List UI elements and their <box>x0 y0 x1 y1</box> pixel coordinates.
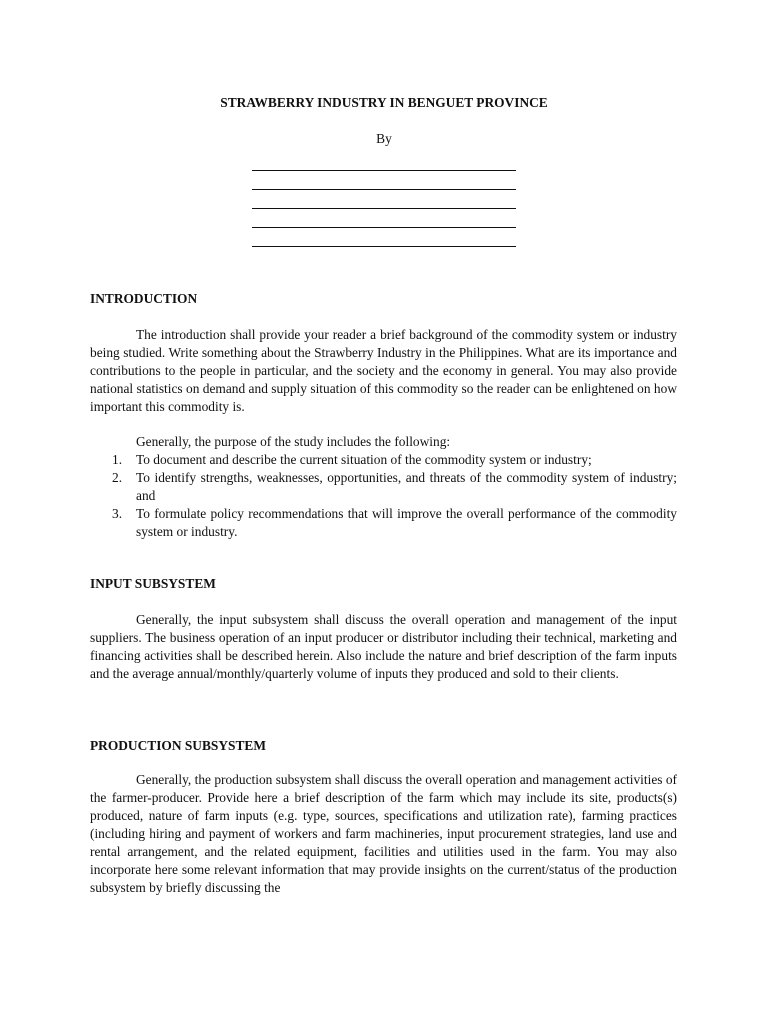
author-blank-lines <box>252 170 516 265</box>
author-line <box>252 189 516 190</box>
purpose-list <box>90 451 677 541</box>
introduction-paragraph: The introduction shall provide your reader a brief background of the commodity system or industry being studied. Write something about the Strawberry Industry in the Philippines. What are its importance and contributions to the people in particular, and the society and the economy in general. You may also provide national statistics on demand and supply situation of this commodity so the reader can be enlightened on how important this commodity is. <box>90 327 677 414</box>
list-item-text: To identify strengths, weaknesses, opportunities, and threats of the commodity system of industry; and <box>136 470 677 503</box>
production-subsystem-heading: PRODUCTION SUBSYSTEM <box>90 738 266 753</box>
input-subsystem-paragraph: Generally, the input subsystem shall discuss the overall operation and management of the input suppliers. The business operation of an input producer or distributor including their technical, marketing and financing activities shall be described herein. Also include the nature and brief description of the farm inputs and the average annual/monthly/quarterly volume of inputs they produced and sold to their clients. <box>90 612 677 681</box>
author-line <box>252 170 516 171</box>
author-line <box>252 246 516 247</box>
list-item-text: To formulate policy recommendations that will improve the overall performance of the commodity system or industry. <box>136 506 677 539</box>
document-title: STRAWBERRY INDUSTRY IN BENGUET PROVINCE <box>220 95 548 110</box>
introduction-heading: INTRODUCTION <box>90 291 198 306</box>
list-item-text: To document and describe the current situation of the commodity system or industry; <box>136 452 592 467</box>
list-item-number: 1. <box>112 452 123 467</box>
production-subsystem-paragraph: Generally, the production subsystem shall discuss the overall operation and management activities of the farmer-producer. Provide here a brief description of the farm which may include its site, products(s) produced, nature of farm inputs (e.g. type, sources, specifications and utilization rate), farming practices (including hiring and payment of workers and farm machineries, input procurement strategies, land use and rental arrangement, and the related equipment, facilities and utilities used in the farm. You may also incorporate here some relevant information that may provide insights on the current/status of the production subsystem by briefly discussing the <box>90 772 677 895</box>
byline-label: By <box>376 131 392 146</box>
list-item-number: 2. <box>112 470 123 485</box>
list-item <box>90 451 677 469</box>
list-item-number: 3. <box>112 506 123 521</box>
author-line <box>252 208 516 209</box>
list-item <box>90 505 677 541</box>
list-item <box>90 469 677 505</box>
purpose-lead: Generally, the purpose of the study includes the following: <box>136 434 451 449</box>
input-subsystem-heading: INPUT SUBSYSTEM <box>90 576 216 591</box>
author-line <box>252 227 516 228</box>
